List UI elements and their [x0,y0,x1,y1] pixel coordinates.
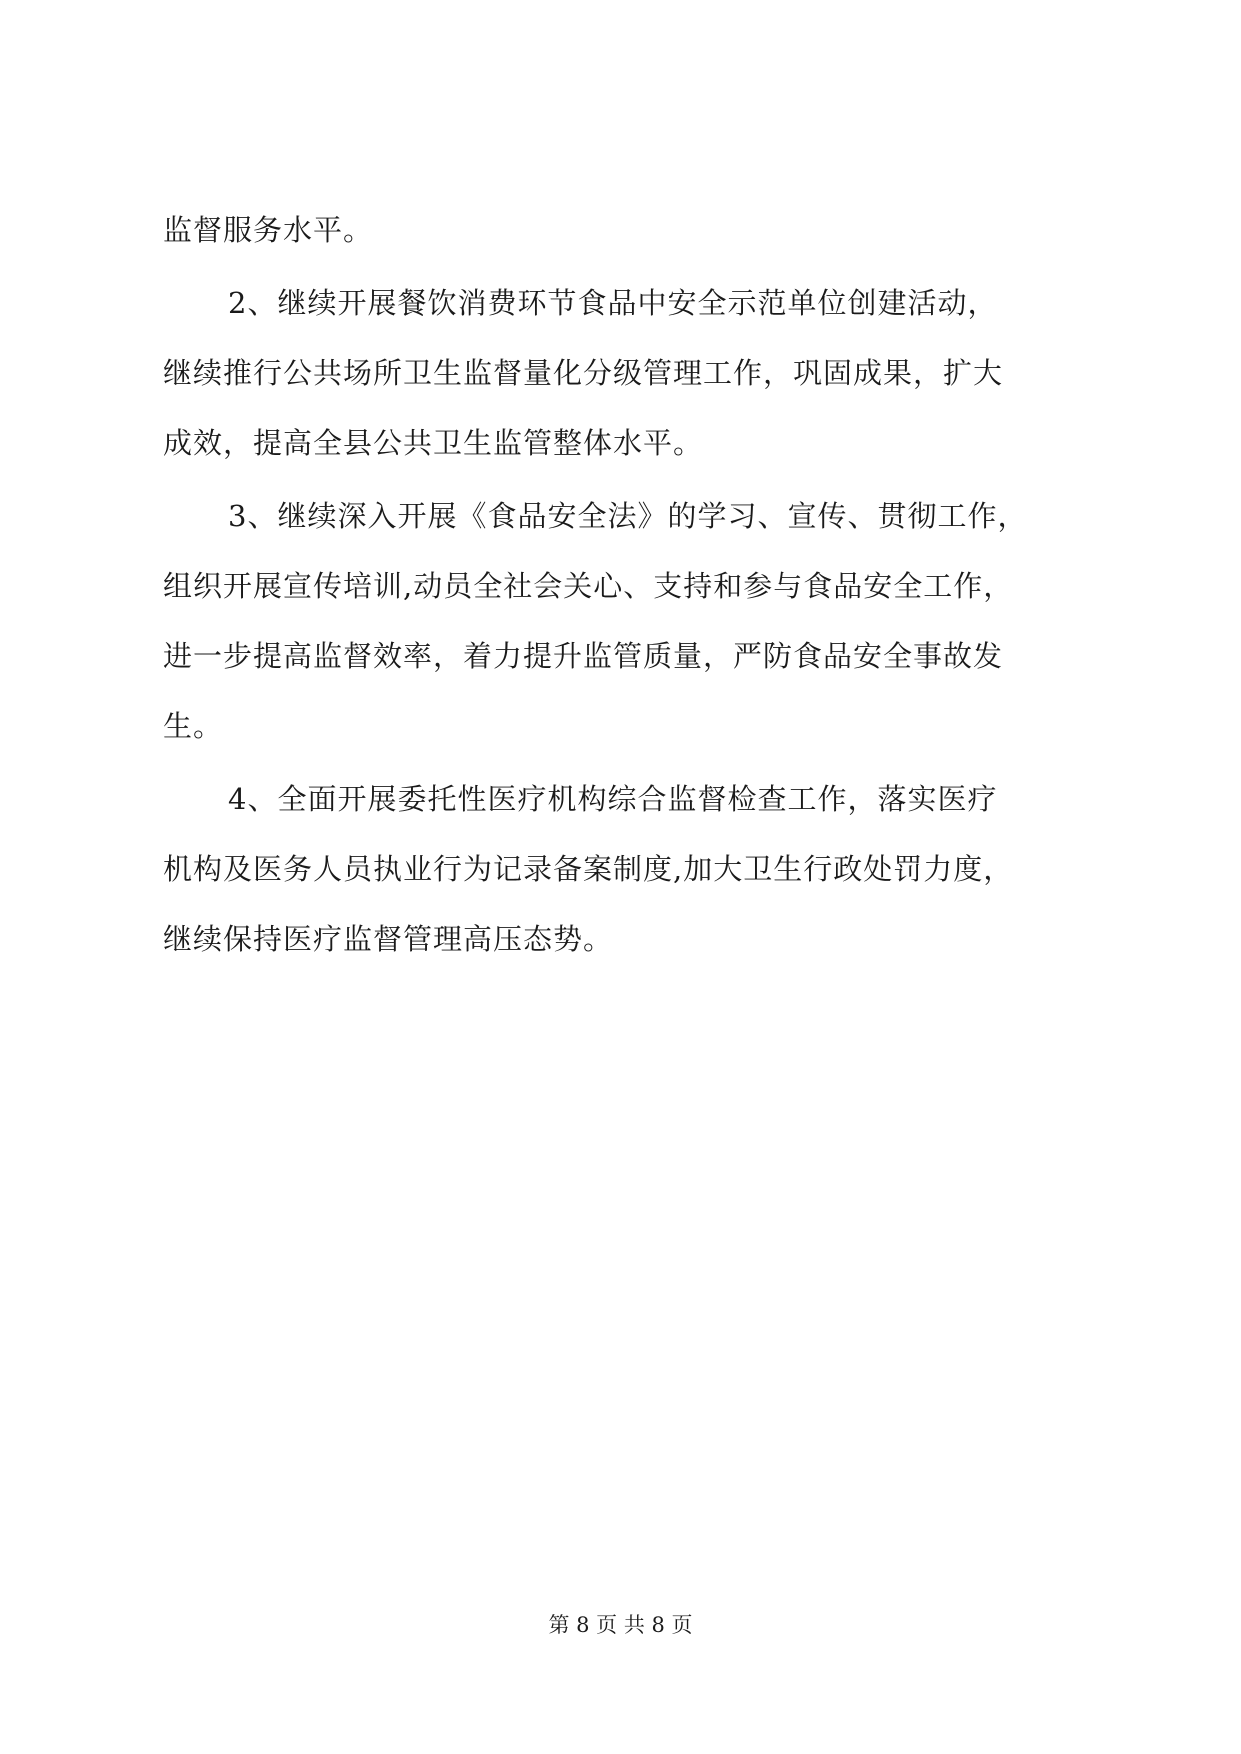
paragraph-line: 继续保持医疗监督管理高压态势。 [163,922,614,956]
paragraph-line: 继续推行公共场所卫生监督量化分级管理工作，巩固成果，扩大 [163,356,1004,390]
paragraph-line: 生。 [163,709,224,743]
paragraph-line: 3、继续深入开展《食品安全法》的学习、宣传、贯彻工作， [228,499,1028,533]
page-number-footer: 第 8 页 共 8 页 [548,1613,693,1637]
paragraph-line: 组织开展宣传培训,动员全社会关心、支持和参与食品安全工作， [163,569,1014,603]
paragraph-line: 机构及医务人员执业行为记录备案制度,加大卫生行政处罚力度， [163,852,1014,886]
paragraph-line: 进一步提高监督效率，着力提升监管质量，严防食品安全事故发 [163,639,1004,673]
paragraph-line: 2、继续开展餐饮消费环节食品中安全示范单位创建活动， [228,286,998,320]
paragraph-line: 成效，提高全县公共卫生监管整体水平。 [163,426,704,460]
paragraph-line: 监督服务水平。 [163,213,374,247]
paragraph-line: 4、全面开展委托性医疗机构综合监督检查工作，落实医疗 [228,782,998,816]
